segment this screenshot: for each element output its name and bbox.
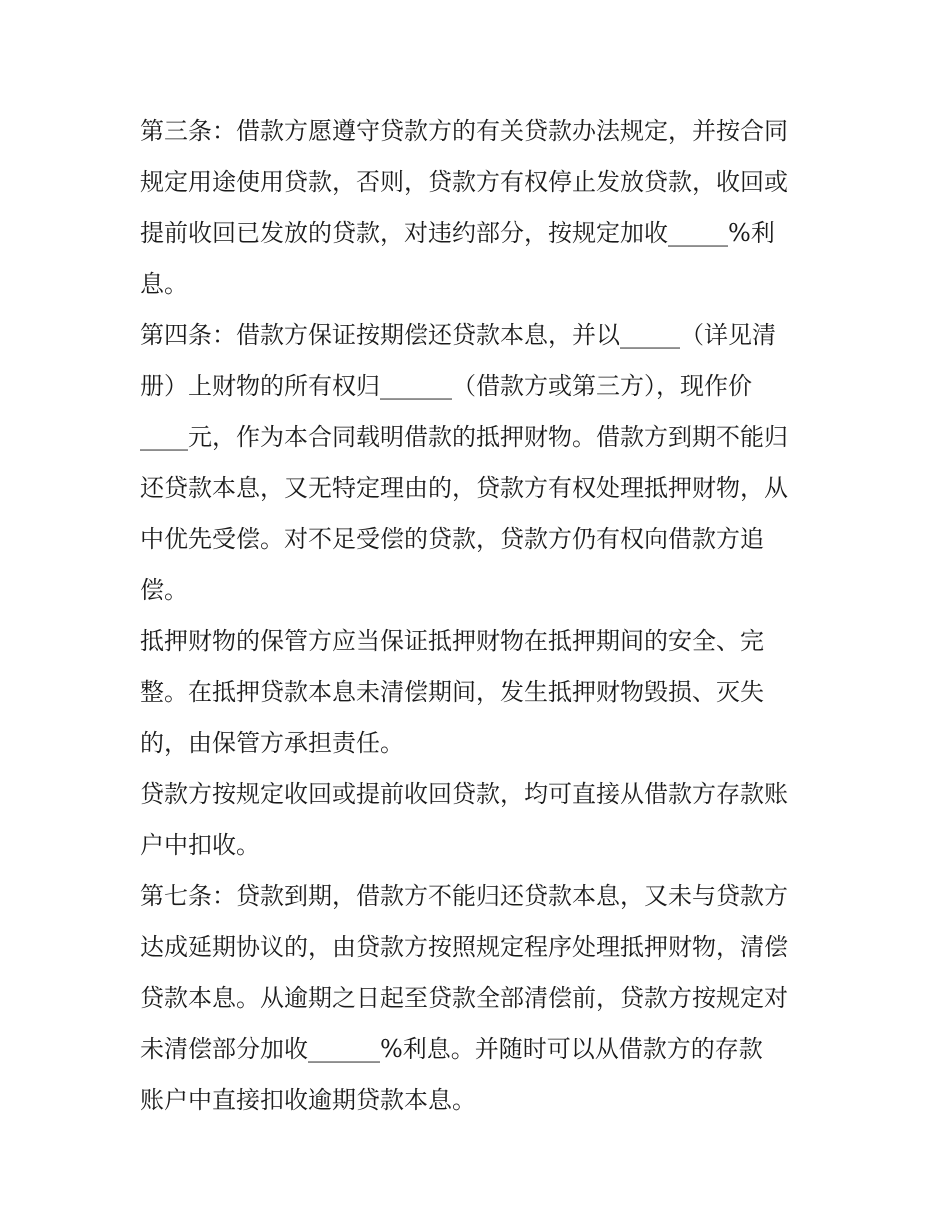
article-7-line-4: 未清偿部分加收______%利息。并随时可以从借款方的存款: [140, 1035, 763, 1063]
collateral-custody-line-1: 抵押财物的保管方应当保证抵押财物在抵押期间的安全、完: [140, 627, 764, 655]
article-3-line-4: 息。: [140, 270, 188, 298]
article-4-line-4: 还贷款本息，又无特定理由的，贷款方有权处理抵押财物，从: [140, 474, 788, 502]
article-7-line-2: 达成延期协议的，由贷款方按照规定程序处理抵押财物，清偿: [140, 933, 788, 961]
article-4-line-2: 册）上财物的所有权归______（借款方或第三方），现作价: [140, 372, 752, 400]
article-4-line-5: 中优先受偿。对不足受偿的贷款，贷款方仍有权向借款方追: [140, 525, 764, 553]
document-page: [140, 106, 820, 1126]
article-7-line-5: 账户中直接扣收逾期贷款本息。: [140, 1086, 476, 1114]
collateral-custody-line-3: 的，由保管方承担责任。: [140, 729, 404, 757]
article-4-line-3: ____元，作为本合同载明借款的抵押财物。借款方到期不能归: [140, 423, 788, 451]
article-4-line-1: 第四条：借款方保证按期偿还贷款本息，并以_____（详见清: [140, 321, 776, 349]
article-3-line-1: 第三条：借款方愿遵守贷款方的有关贷款办法规定，并按合同: [140, 117, 788, 145]
deduction-line-2: 户中扣收。: [140, 831, 260, 859]
article-4-line-6: 偿。: [140, 576, 188, 604]
collateral-custody-line-2: 整。在抵押贷款本息未清偿期间，发生抵押财物毁损、灭失: [140, 678, 764, 706]
article-3-line-3: 提前收回已发放的贷款，对违约部分，按规定加收_____%利: [140, 219, 775, 247]
deduction-line-1: 贷款方按规定收回或提前收回贷款，均可直接从借款方存款账: [140, 780, 788, 808]
article-7-line-3: 贷款本息。从逾期之日起至贷款全部清偿前，贷款方按规定对: [140, 984, 788, 1012]
article-3-line-2: 规定用途使用贷款，否则，贷款方有权停止发放贷款，收回或: [140, 168, 788, 196]
article-7-line-1: 第七条：贷款到期，借款方不能归还贷款本息，又未与贷款方: [140, 882, 788, 910]
